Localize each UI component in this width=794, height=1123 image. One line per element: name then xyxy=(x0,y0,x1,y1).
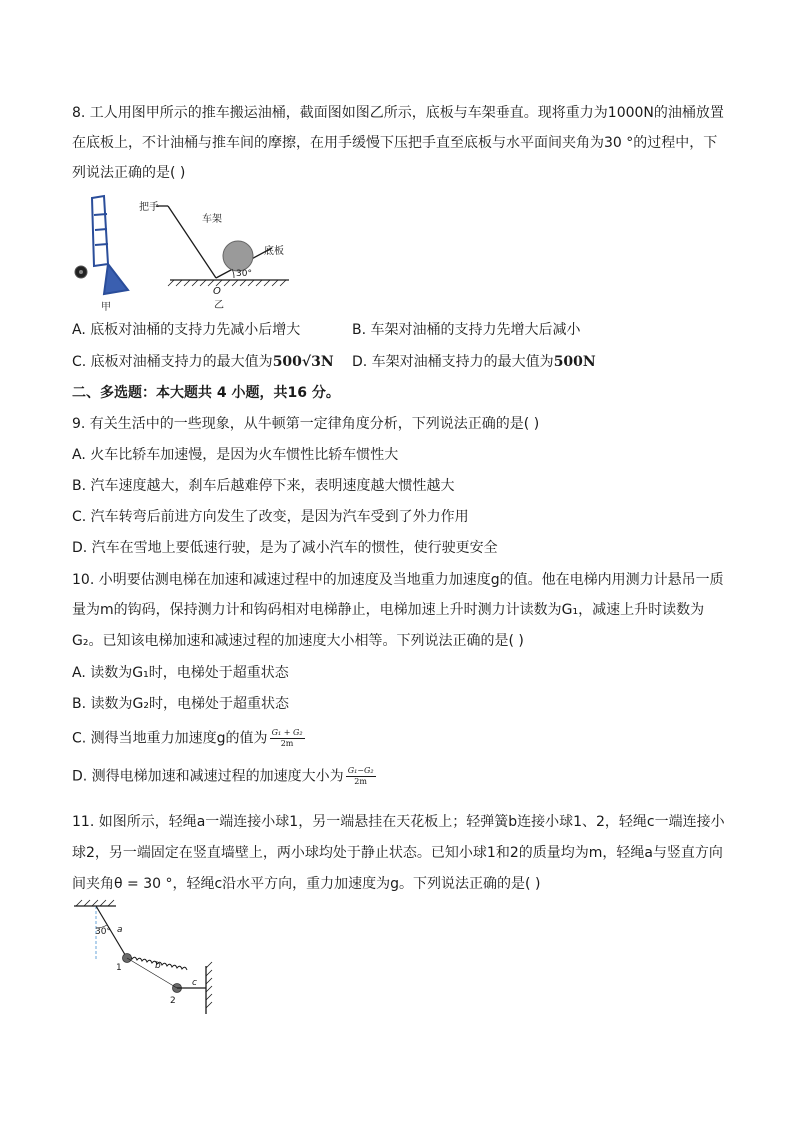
q8-barrel xyxy=(223,241,253,271)
q10-option-a: A. 读数为G₁时，电梯处于超重状态 xyxy=(72,665,289,681)
q8-option-d-value: 500N xyxy=(553,354,596,370)
svg-text:30°: 30° xyxy=(236,269,252,279)
q8-figure xyxy=(64,190,294,314)
q8-option-c-value: 500√3N xyxy=(272,354,334,370)
q9-stem: 9. 有关生活中的一些现象，从牛顿第一定律角度分析，下列说法正确的是( ) xyxy=(72,416,540,432)
q11-figure xyxy=(72,898,222,1018)
q9-option-b: B. 汽车速度越大，刹车后越难停下来，表明速度越大惯性越大 xyxy=(72,478,455,494)
q9-option-d: D. 汽车在雪地上要低速行驶，是为了减小汽车的惯性，使行驶更安全 xyxy=(72,540,498,556)
hand-truck-image xyxy=(92,196,128,294)
svg-text:c: c xyxy=(192,978,197,988)
q8-stem-line3: 列说法正确的是( ) xyxy=(72,165,186,181)
q8-label-jia: 甲 xyxy=(101,302,111,313)
section-heading: 二、多选题：本大题共 4 小题，共16 分。 xyxy=(72,385,340,401)
svg-text:把手: 把手 xyxy=(139,202,159,213)
q8-option-b: B. 车架对油桶的支持力先增大后减小 xyxy=(352,322,581,338)
q10-option-d-fraction: $\frac{\text{G₁−G₂}}{2m}$ xyxy=(347,766,374,786)
q8-option-d: D. 车架对油桶支持力的最大值为500N xyxy=(352,354,596,370)
q10-option-c-fraction: $\frac{\text{G₁ + G₂}}{2m}$ xyxy=(271,728,303,748)
svg-text:b: b xyxy=(155,961,161,971)
q10-option-b: B. 读数为G₂时，电梯处于超重状态 xyxy=(72,696,289,712)
q10-stem-line1: 10. 小明要估测电梯在加速和减速过程中的加速度及当地重力加速度g的值。他在电梯内用测力计悬吊一质 xyxy=(72,572,724,588)
svg-text:2: 2 xyxy=(170,996,176,1006)
q10-option-d: D. 测得电梯加速和减速过程的加速度大小为 $\frac{\text{G₁−G₂}}{2m}$ xyxy=(72,766,374,786)
svg-text:a: a xyxy=(117,925,123,935)
q8-stem-line1: 8. 工人用图甲所示的推车搬运油桶，截面图如图乙所示，底板与车架垂直。现将重力为1000N的油桶放置 xyxy=(72,105,724,121)
q8-option-c: C. 底板对油桶支持力的最大值为500√3N xyxy=(72,354,334,370)
svg-text:底板: 底板 xyxy=(264,246,284,257)
svg-text:30°: 30° xyxy=(95,927,111,937)
q8-option-a: A. 底板对油桶的支持力先减小后增大 xyxy=(72,322,301,338)
q9-option-a: A. 火车比轿车加速慢，是因为火车惯性比轿车惯性大 xyxy=(72,447,399,463)
q11-stem-line3: 间夹角θ = 30 °，轻绳c沿水平方向，重力加速度为g。下列说法正确的是( ) xyxy=(72,876,541,892)
q11-stem-line1: 11. 如图所示，轻绳a一端连接小球1，另一端悬挂在天花板上；轻弹簧b连接小球1、2，轻绳c一端连接小 xyxy=(72,814,725,830)
svg-text:车架: 车架 xyxy=(202,214,222,225)
q10-stem-line2: 量为m的钩码，保持测力计和钩码相对电梯静止，电梯加速上升时测力计读数为G₁，减速上升时读数为 xyxy=(72,602,705,618)
svg-text:1: 1 xyxy=(116,963,122,973)
svg-text:O: O xyxy=(213,286,221,297)
q8-stem-line2: 在底板上，不计油桶与推车间的摩擦，在用手缓慢下压把手直至底板与水平面间夹角为30 °的过程中，下 xyxy=(72,135,718,151)
q9-option-c: C. 汽车转弯后前进方向发生了改变，是因为汽车受到了外力作用 xyxy=(72,509,469,525)
svg-text:乙: 乙 xyxy=(214,300,224,311)
q11-stem-line2: 球2，另一端固定在竖直墙壁上，两小球均处于静止状态。已知小球1和2的质量均为m，轻绳a与竖直方向 xyxy=(72,845,723,861)
q10-option-c: C. 测得当地重力加速度g的值为 $\frac{\text{G₁ + G₂}}{2m}$ xyxy=(72,728,303,748)
q10-stem-line3: G₂。已知该电梯加速和减速过程的加速度大小相等。下列说法正确的是( ) xyxy=(72,633,524,649)
